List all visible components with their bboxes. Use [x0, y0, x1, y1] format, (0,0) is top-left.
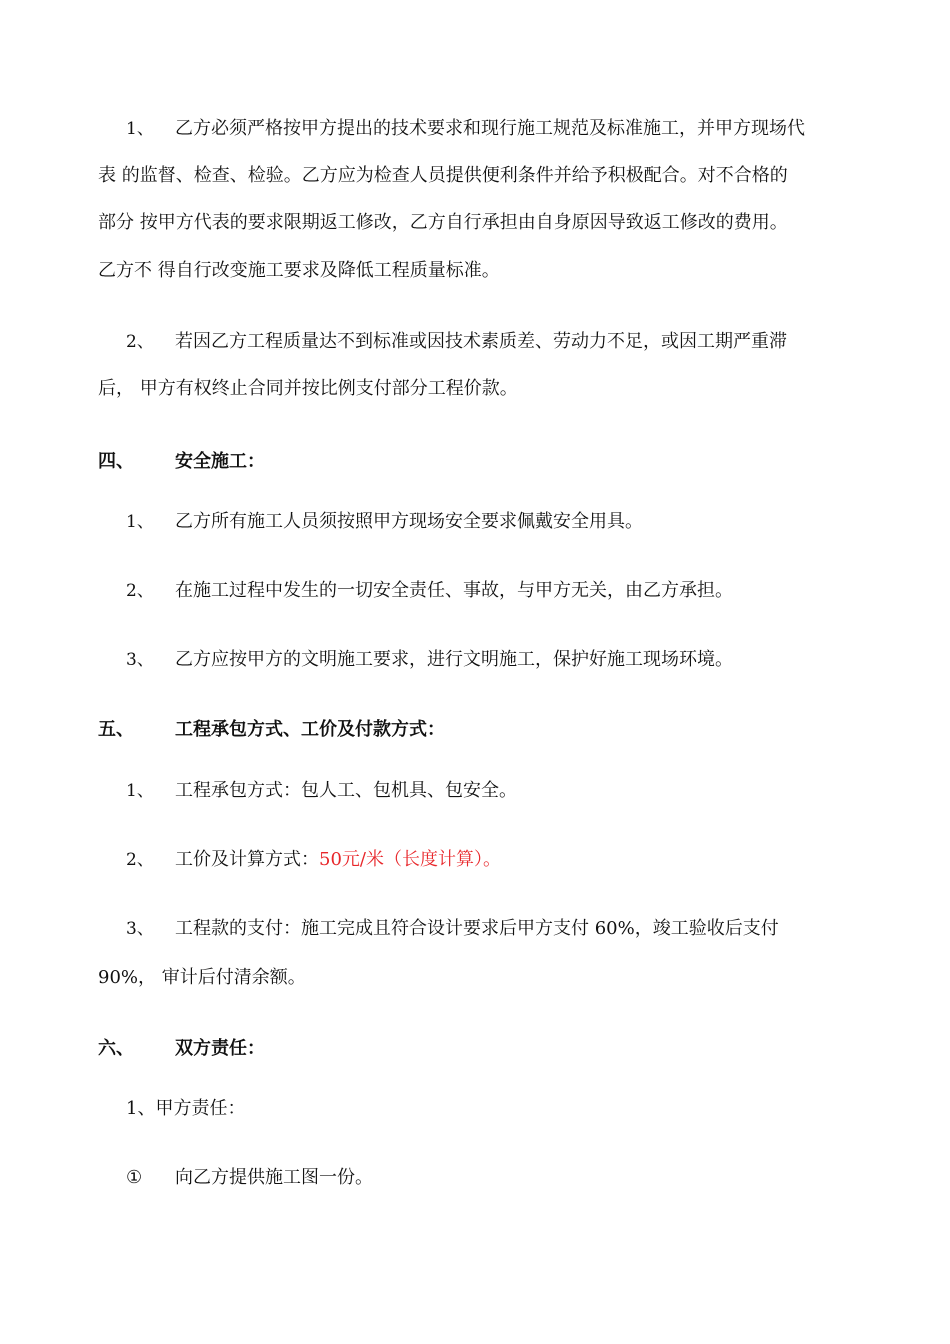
section-title: 安全施工：: [175, 451, 265, 472]
paragraph-line: 表 的监督、检查、检验。乙方应为检查人员提供便利条件并给予积极配合。对不合格的: [98, 165, 788, 186]
section-title: 双方责任：: [175, 1038, 265, 1059]
paragraph-line: 乙方必须严格按甲方提出的技术要求和现行施工规范及标准施工，并甲方现场代: [175, 118, 805, 139]
paragraph-line: 部分 按甲方代表的要求限期返工修改，乙方自行承担由自身原因导致返工修改的费用。: [98, 212, 788, 233]
price-highlight: 50元/米（长度计算）。: [319, 849, 501, 870]
section-title: 工程承包方式、工价及付款方式：: [175, 719, 445, 740]
list-item: 乙方所有施工人员须按照甲方现场安全要求佩戴安全用具。: [175, 511, 643, 532]
circled-number: ①: [126, 1167, 143, 1188]
paragraph-line: 90%， 审计后付清余额。: [98, 967, 306, 988]
paragraph-line: 若因乙方工程质量达不到标准或因技术素质差、劳动力不足，或因工期严重滞: [175, 331, 787, 352]
list-item: [175, 848, 501, 872]
paragraph-line: 后， 甲方有权终止合同并按比例支付部分工程价款。: [98, 378, 518, 399]
section-number: 四、: [98, 451, 134, 472]
list-item: 在施工过程中发生的一切安全责任、事故，与甲方无关，由乙方承担。: [175, 580, 733, 601]
item-number: 3、: [126, 650, 154, 670]
item-number: 1、: [126, 512, 154, 532]
item-number: 3、: [126, 919, 154, 939]
section-number: 六、: [98, 1038, 134, 1059]
price-label: 工价及计算方式：: [175, 849, 319, 870]
item-number: 2、: [126, 850, 154, 870]
paragraph-line: 乙方不 得自行改变施工要求及降低工程质量标准。: [98, 260, 500, 281]
item-number: 2、: [126, 581, 154, 601]
list-item: 向乙方提供施工图一份。: [175, 1167, 373, 1188]
item-number: 1、: [126, 119, 154, 139]
item-number: 1、: [126, 781, 154, 801]
item-number: 2、: [126, 332, 154, 352]
list-item: 工程承包方式：包人工、包机具、包安全。: [175, 780, 517, 801]
section-number: 五、: [98, 719, 134, 740]
subsection-title: 1、甲方责任：: [126, 1098, 246, 1119]
list-item: 乙方应按甲方的文明施工要求，进行文明施工，保护好施工现场环境。: [175, 649, 733, 670]
paragraph-line: 工程款的支付：施工完成且符合设计要求后甲方支付 60%，竣工验收后支付: [175, 918, 779, 939]
